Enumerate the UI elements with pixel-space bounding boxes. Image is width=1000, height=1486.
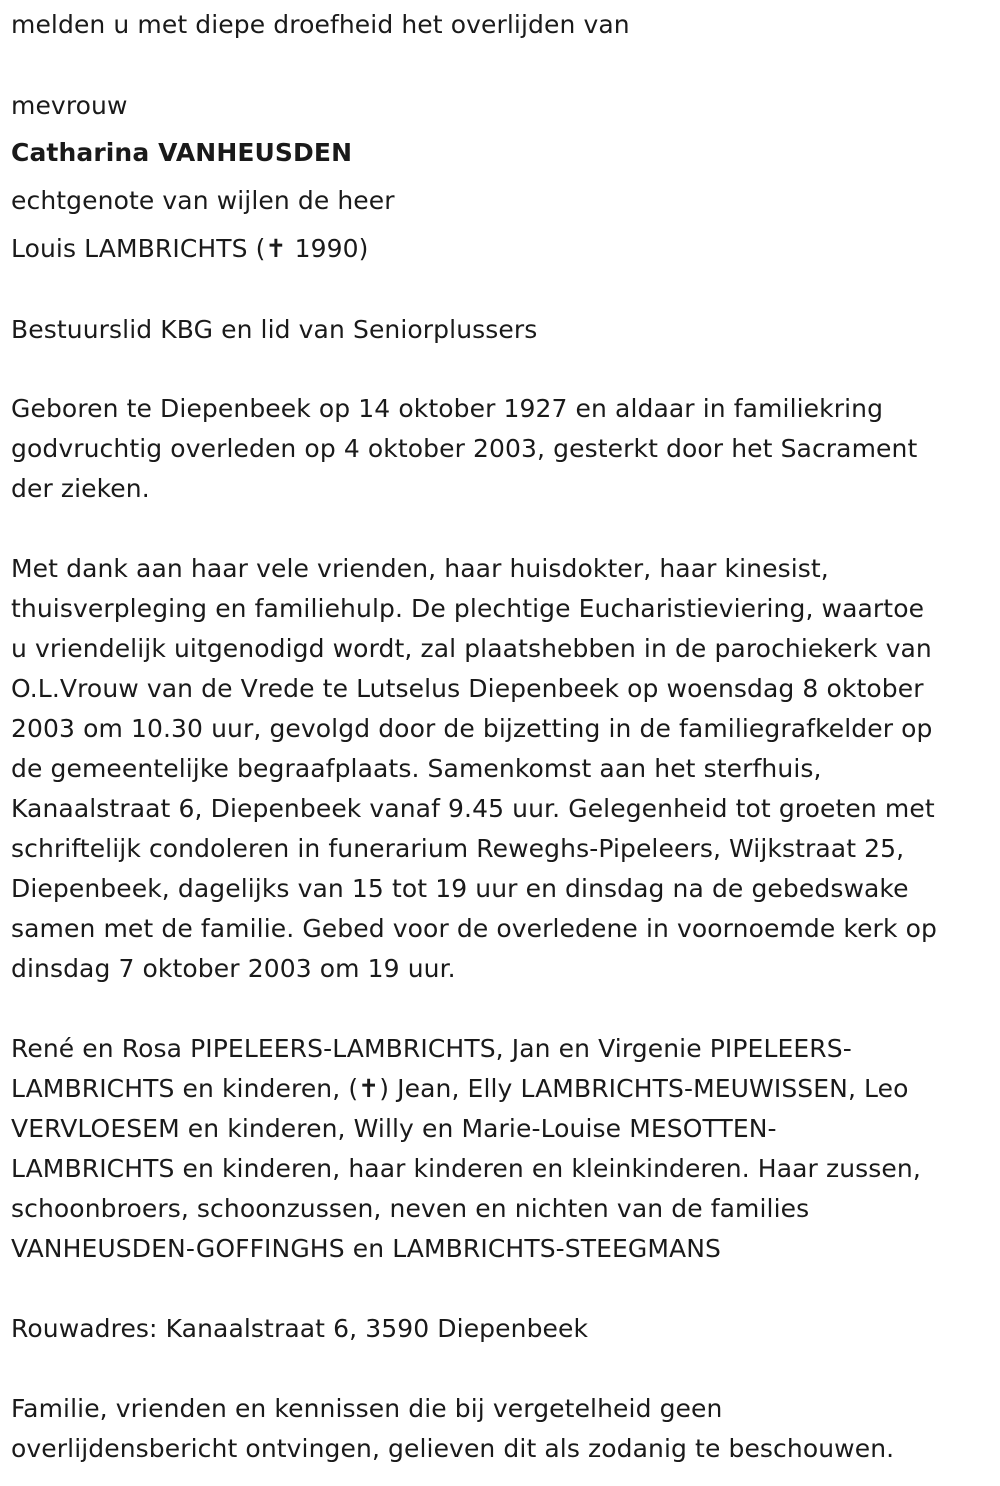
membership-text: Bestuurslid KBG en lid van Seniorplussers — [11, 315, 538, 344]
family-line: schoonbroers, schoonzussen, neven en nichten van de families — [11, 1194, 810, 1223]
family-line: LAMBRICHTS en kinderen, (✝) Jean, Elly LAMBRICHTS-MEUWISSEN, Leo — [11, 1074, 909, 1103]
birth-line: godvruchtig overleden op 4 oktober 2003, gesterkt door het Sacrament — [11, 434, 918, 463]
intro-text: melden u met diepe droefheid het overlijden van — [11, 10, 630, 39]
thanks-line: thuisverpleging en familiehulp. De plechtige Eucharistieviering, waartoe — [11, 594, 925, 623]
thanks-line: de gemeentelijke begraafplaats. Samenkomst aan het sterfhuis, — [11, 754, 822, 783]
thanks-line: u vriendelijk uitgenodigd wordt, zal plaatshebben in de parochiekerk van — [11, 634, 932, 663]
spouse-name: Louis LAMBRICHTS (✝ 1990) — [11, 234, 369, 263]
thanks-line: O.L.Vrouw van de Vrede te Lutselus Diepenbeek op woensdag 8 oktober — [11, 674, 924, 703]
family-paragraph — [11, 1029, 991, 1269]
title-prefix: mevrouw — [11, 91, 128, 120]
thanks-paragraph — [11, 549, 991, 989]
deceased-name: Catharina VANHEUSDEN — [11, 138, 353, 167]
closing-line: overlijdensbericht ontvingen, gelieven dit als zodanig te beschouwen. — [11, 1434, 895, 1463]
family-line: René en Rosa PIPELEERS-LAMBRICHTS, Jan en Virgenie PIPELEERS- — [11, 1034, 852, 1063]
family-line: VERVLOESEM en kinderen, Willy en Marie-Louise MESOTTEN- — [11, 1114, 777, 1143]
thanks-line: samen met de familie. Gebed voor de overledene in voornoemde kerk op — [11, 914, 937, 943]
birth-line: der zieken. — [11, 474, 150, 503]
closing-line: Familie, vrienden en kennissen die bij vergetelheid geen — [11, 1394, 723, 1423]
family-line: LAMBRICHTS en kinderen, haar kinderen en kleinkinderen. Haar zussen, — [11, 1154, 921, 1183]
thanks-line: Met dank aan haar vele vrienden, haar huisdokter, haar kinesist, — [11, 554, 829, 583]
closing-paragraph — [11, 1389, 991, 1469]
address-line: Rouwadres: Kanaalstraat 6, 3590 Diepenbeek — [11, 1314, 589, 1343]
thanks-line: dinsdag 7 oktober 2003 om 19 uur. — [11, 954, 456, 983]
thanks-line: 2003 om 10.30 uur, gevolgd door de bijzetting in de familiegrafkelder op — [11, 714, 933, 743]
thanks-line: Diepenbeek, dagelijks van 15 tot 19 uur en dinsdag na de gebedswake — [11, 874, 909, 903]
family-line: VANHEUSDEN-GOFFINGHS en LAMBRICHTS-STEEGMANS — [11, 1234, 722, 1263]
spouse-line: echtgenote van wijlen de heer — [11, 186, 395, 215]
birth-paragraph — [11, 389, 991, 509]
thanks-line: Kanaalstraat 6, Diepenbeek vanaf 9.45 uur. Gelegenheid tot groeten met — [11, 794, 935, 823]
birth-line: Geboren te Diepenbeek op 14 oktober 1927 en aldaar in familiekring — [11, 394, 884, 423]
thanks-line: schriftelijk condoleren in funerarium Reweghs-Pipeleers, Wijkstraat 25, — [11, 834, 905, 863]
